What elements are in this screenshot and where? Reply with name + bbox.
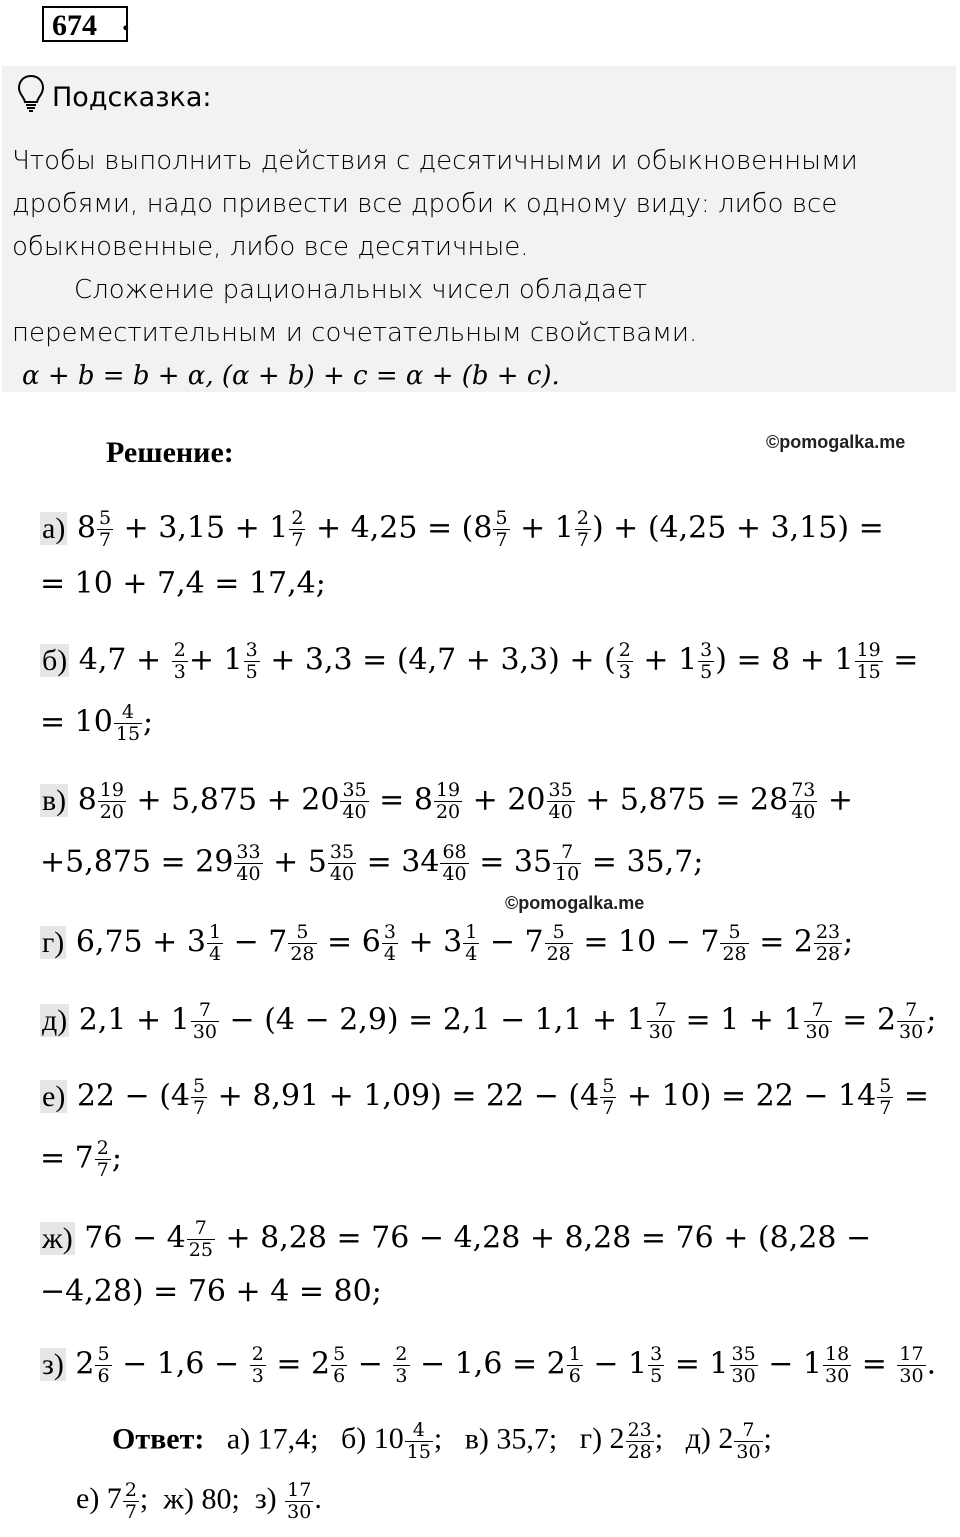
hint-title [16, 74, 212, 114]
watermark-mid: ©pomogalka.me [505, 893, 645, 913]
answer-item: е) 7 $\frac{2}{7}$ ; [76, 1479, 149, 1523]
solution-title: Решение: [106, 436, 234, 469]
solution-v-line1: в) 8 $\frac{19}{20}$ + 5,875 + 20 $\frac{35}{40}$ = 8 $\frac{19}{20}$ + 20 $\frac{35}{40}$ + 5,875 = 28 $\frac{73}{40}$ + [42, 779, 854, 823]
label-b: б) [42, 643, 68, 677]
task-number: 674 [42, 6, 128, 42]
hint-line: Сложение рациональных чисел обладает [74, 275, 648, 305]
solution-b-line1: б) 4,7 + $\frac{2}{3}$ + 1 $\frac{3}{5}$ + 3,3 = (4,7 + 3,3) + ( $\frac{2}{3}$ + 1 $\frac{3}{5}$ ) = 8 + 1 $\frac{19}{15}$ = [42, 639, 919, 683]
label-z: з) [42, 1347, 64, 1381]
watermark: ©pomogalka.me [766, 432, 906, 452]
lightbulb-icon [16, 74, 46, 114]
answer-line1 [112, 1420, 772, 1463]
answer-item: з) $\frac{17}{30}$ . [254, 1479, 322, 1523]
label-e: е) [42, 1079, 66, 1113]
answer-item: г) 2 $\frac{23}{28}$ ; [579, 1419, 664, 1463]
solution-v-line2: +5,875 = 29 $\frac{33}{40}$ + 5 $\frac{35}{40}$ = 34 $\frac{68}{40}$ = 35 $\frac{7}{10}$ = 35,7; [40, 841, 704, 885]
answer-item: в) 35,7; [464, 1422, 558, 1456]
task-number-dot: . [122, 4, 130, 37]
solution-zh-line1: ж) 76 − 4 $\frac{7}{25}$ + 8,28 = 76 − 4,28 + 8,28 = 76 + (8,28 − [42, 1217, 872, 1261]
label-d: д) [42, 1003, 68, 1037]
label-zh: ж) [42, 1221, 73, 1255]
solution-a-line1: а) 8 $\frac{5}{7}$ + 3,15 + 1 $\frac{2}{7}$ + 4,25 = (8 $\frac{5}{7}$ + 1 $\frac{2}{7}$ ) + (4,25 + 3,15) = [42, 507, 884, 551]
answer-title: Ответ: [112, 1422, 205, 1456]
label-g: г) [42, 925, 65, 959]
answer-line2 [76, 1480, 322, 1523]
solution-zh-line2: −4,28) = 76 + 4 = 80; [40, 1274, 382, 1309]
solution-b-line2: = 10 $\frac{4}{15}$ ; [40, 701, 154, 745]
solution-z-line1: з) 2 $\frac{5}{6}$ − 1,6 − $\frac{2}{3}$ = 2 $\frac{5}{6}$ − $\frac{2}{3}$ − 1,6 = 2 $\frac{1}{6}$ − 1 $\frac{3}{5}$ = 1 $\frac{35}{30}$ − 1 $\frac{18}{30}$ = $\frac{17}{30}$ . [42, 1343, 937, 1387]
hint-title-text: Подсказка: [52, 82, 212, 113]
hint-line: Чтобы выполнить действия с десятичными и обыкновенными [12, 146, 858, 176]
solution-g-line1: г) 6,75 + 3 $\frac{1}{4}$ − 7 $\frac{5}{28}$ = 6 $\frac{3}{4}$ + 3 $\frac{1}{4}$ − 7 $\frac{5}{28}$ = 10 − 7 $\frac{5}{28}$ = 2 $\frac{23}{28}$ ; [42, 921, 854, 965]
label-v: в) [42, 783, 67, 817]
answer-item: ж) 80; [163, 1482, 240, 1516]
answer-item: д) 2 $\frac{7}{30}$ ; [685, 1419, 772, 1463]
label-a: а) [42, 511, 66, 545]
answer-item: б) 10 $\frac{4}{15}$ ; [340, 1419, 443, 1463]
hint-line: дробями, надо привести все дроби к одному виду: либо все [12, 189, 838, 219]
hint-line: переместительным и сочетательным свойствами. [12, 318, 698, 348]
hint-text [12, 140, 947, 398]
answer-item: а) 17,4; [226, 1422, 319, 1456]
hint-line: обыкновенные, либо все десятичные. [12, 232, 529, 262]
solution-e-line1: е) 22 − (4 $\frac{5}{7}$ + 8,91 + 1,09) = 22 − (4 $\frac{5}{7}$ + 10) = 22 − 14 $\frac{5}{7}$ = [42, 1075, 929, 1119]
solution-e-line2: = 7 $\frac{2}{7}$ ; [40, 1137, 122, 1181]
hint-formula: α + b = b + α, (α + b) + c = α + (b + c). [22, 361, 560, 391]
solution-d-line1: д) 2,1 + 1 $\frac{7}{30}$ − (4 − 2,9) = 2,1 − 1,1 + 1 $\frac{7}{30}$ = 1 + 1 $\frac{7}{30}$ = 2 $\frac{7}{30}$ ; [42, 999, 937, 1043]
solution-a-line2: = 10 + 7,4 = 17,4; [40, 566, 326, 601]
